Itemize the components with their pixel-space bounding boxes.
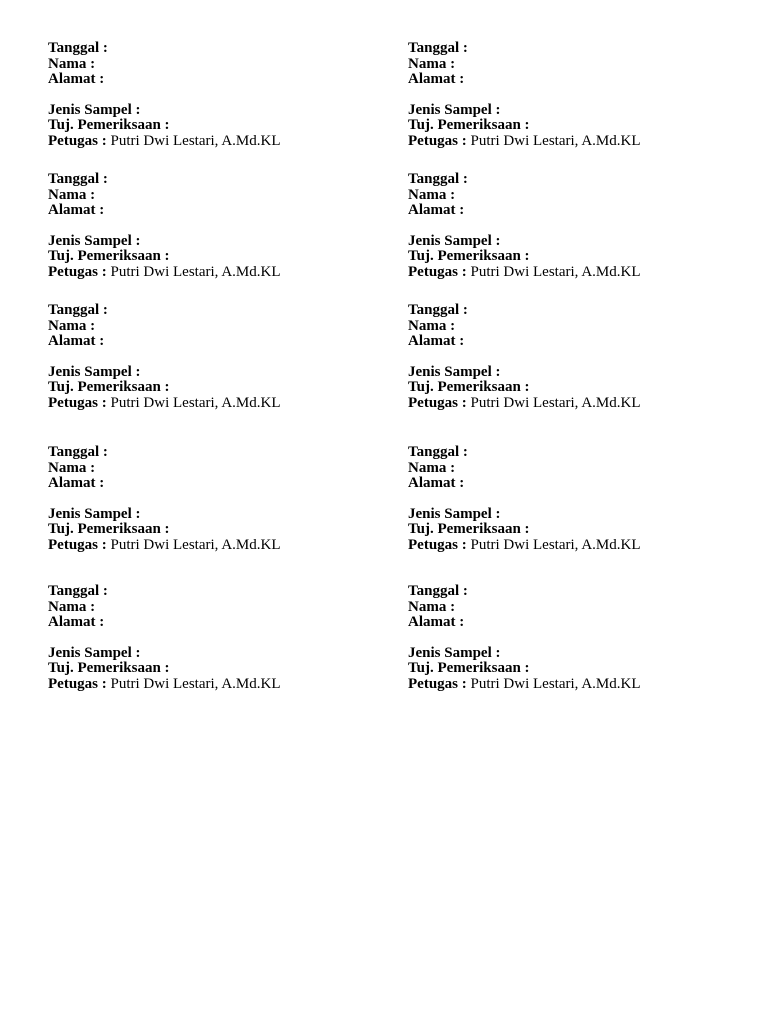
nama-label: Nama : [48, 598, 96, 615]
sample-label-card [408, 584, 738, 692]
tanggal-row [48, 172, 378, 188]
petugas-value: Putri Dwi Lestari, A.Md.KL [470, 536, 641, 553]
tanggal-label: Tanggal : [408, 444, 468, 460]
jenis-sampel-row [48, 365, 378, 381]
tuj-pemeriksaan-row [408, 118, 738, 134]
jenis-sampel-label: Jenis Sampel : [48, 363, 141, 380]
sample-label-card [48, 445, 378, 553]
nama-row [408, 461, 738, 477]
tanggal-row [408, 445, 738, 461]
tanggal-row [48, 445, 378, 461]
tuj-pemeriksaan-row [48, 522, 378, 538]
petugas-label: Petugas : [408, 394, 467, 411]
tuj-pemeriksaan-label: Tuj. Pemeriksaan : [408, 117, 530, 133]
petugas-value: Putri Dwi Lestari, A.Md.KL [470, 675, 641, 692]
jenis-sampel-label: Jenis Sampel : [48, 232, 141, 249]
alamat-row [408, 615, 738, 631]
jenis-sampel-label: Jenis Sampel : [408, 644, 501, 661]
tuj-pemeriksaan-row [408, 380, 738, 396]
jenis-sampel-row [408, 507, 738, 523]
tuj-pemeriksaan-label: Tuj. Pemeriksaan : [48, 521, 170, 537]
alamat-label: Alamat : [408, 475, 465, 491]
tuj-pemeriksaan-label: Tuj. Pemeriksaan : [48, 248, 170, 264]
tanggal-row [408, 41, 738, 57]
tuj-pemeriksaan-row [408, 522, 738, 538]
jenis-sampel-label: Jenis Sampel : [48, 505, 141, 522]
tuj-pemeriksaan-row [48, 380, 378, 396]
alamat-row [408, 476, 738, 492]
alamat-label: Alamat : [48, 333, 105, 349]
nama-row [48, 319, 378, 335]
jenis-sampel-row [408, 103, 738, 119]
petugas-label: Petugas : [48, 394, 107, 411]
jenis-sampel-row [408, 365, 738, 381]
tanggal-label: Tanggal : [408, 583, 468, 599]
jenis-sampel-row [48, 646, 378, 662]
jenis-sampel-label: Jenis Sampel : [408, 363, 501, 380]
jenis-sampel-label: Jenis Sampel : [48, 101, 141, 118]
tuj-pemeriksaan-label: Tuj. Pemeriksaan : [408, 379, 530, 395]
sample-label-card [408, 41, 738, 149]
tuj-pemeriksaan-row [48, 118, 378, 134]
petugas-label: Petugas : [408, 536, 467, 553]
jenis-sampel-row [48, 507, 378, 523]
alamat-row [48, 334, 378, 350]
petugas-row [48, 265, 378, 281]
tanggal-row [408, 172, 738, 188]
nama-row [408, 319, 738, 335]
sample-label-card [408, 445, 738, 553]
petugas-value: Putri Dwi Lestari, A.Md.KL [110, 675, 281, 692]
nama-row [48, 600, 378, 616]
nama-label: Nama : [48, 459, 96, 476]
alamat-row [48, 203, 378, 219]
nama-label: Nama : [408, 55, 456, 72]
alamat-label: Alamat : [408, 333, 465, 349]
petugas-label: Petugas : [48, 536, 107, 553]
jenis-sampel-label: Jenis Sampel : [408, 232, 501, 249]
tanggal-label: Tanggal : [48, 583, 108, 599]
alamat-row [48, 476, 378, 492]
tuj-pemeriksaan-row [408, 249, 738, 265]
tanggal-label: Tanggal : [48, 171, 108, 187]
tanggal-label: Tanggal : [48, 302, 108, 318]
petugas-label: Petugas : [408, 132, 467, 149]
tuj-pemeriksaan-label: Tuj. Pemeriksaan : [408, 521, 530, 537]
petugas-value: Putri Dwi Lestari, A.Md.KL [110, 132, 281, 149]
sample-label-card [408, 303, 738, 411]
tanggal-row [48, 584, 378, 600]
alamat-label: Alamat : [48, 71, 105, 87]
jenis-sampel-row [48, 234, 378, 250]
petugas-label: Petugas : [408, 675, 467, 692]
tuj-pemeriksaan-row [408, 661, 738, 677]
alamat-row [408, 72, 738, 88]
petugas-label: Petugas : [48, 263, 107, 280]
tuj-pemeriksaan-label: Tuj. Pemeriksaan : [48, 117, 170, 133]
sample-label-card [48, 303, 378, 411]
petugas-row [408, 677, 738, 693]
petugas-value: Putri Dwi Lestari, A.Md.KL [110, 536, 281, 553]
sample-label-card [48, 41, 378, 149]
jenis-sampel-row [48, 103, 378, 119]
alamat-row [48, 72, 378, 88]
petugas-row [48, 677, 378, 693]
nama-label: Nama : [48, 55, 96, 72]
tanggal-label: Tanggal : [408, 302, 468, 318]
jenis-sampel-label: Jenis Sampel : [408, 505, 501, 522]
tanggal-label: Tanggal : [48, 444, 108, 460]
tanggal-label: Tanggal : [48, 40, 108, 56]
tuj-pemeriksaan-row [48, 249, 378, 265]
nama-label: Nama : [408, 317, 456, 334]
petugas-row [408, 396, 738, 412]
petugas-value: Putri Dwi Lestari, A.Md.KL [110, 263, 281, 280]
jenis-sampel-row [408, 646, 738, 662]
jenis-sampel-label: Jenis Sampel : [48, 644, 141, 661]
jenis-sampel-label: Jenis Sampel : [408, 101, 501, 118]
tuj-pemeriksaan-row [48, 661, 378, 677]
nama-label: Nama : [408, 598, 456, 615]
petugas-value: Putri Dwi Lestari, A.Md.KL [110, 394, 281, 411]
sample-label-card [48, 584, 378, 692]
alamat-row [408, 334, 738, 350]
nama-label: Nama : [408, 186, 456, 203]
alamat-row [408, 203, 738, 219]
sample-label-card [48, 172, 378, 280]
tuj-pemeriksaan-label: Tuj. Pemeriksaan : [408, 248, 530, 264]
petugas-value: Putri Dwi Lestari, A.Md.KL [470, 394, 641, 411]
nama-row [48, 188, 378, 204]
nama-label: Nama : [408, 459, 456, 476]
tanggal-row [408, 584, 738, 600]
tuj-pemeriksaan-label: Tuj. Pemeriksaan : [408, 660, 530, 676]
nama-row [408, 600, 738, 616]
tanggal-row [48, 41, 378, 57]
nama-row [408, 188, 738, 204]
petugas-label: Petugas : [408, 263, 467, 280]
petugas-row [408, 265, 738, 281]
petugas-row [48, 538, 378, 554]
jenis-sampel-row [408, 234, 738, 250]
alamat-label: Alamat : [48, 475, 105, 491]
alamat-label: Alamat : [408, 202, 465, 218]
nama-label: Nama : [48, 317, 96, 334]
tanggal-row [48, 303, 378, 319]
alamat-label: Alamat : [408, 614, 465, 630]
petugas-value: Putri Dwi Lestari, A.Md.KL [470, 263, 641, 280]
petugas-row [408, 134, 738, 150]
tanggal-row [408, 303, 738, 319]
tanggal-label: Tanggal : [408, 40, 468, 56]
nama-row [408, 57, 738, 73]
sample-label-card [408, 172, 738, 280]
tuj-pemeriksaan-label: Tuj. Pemeriksaan : [48, 379, 170, 395]
nama-row [48, 461, 378, 477]
tuj-pemeriksaan-label: Tuj. Pemeriksaan : [48, 660, 170, 676]
alamat-label: Alamat : [48, 202, 105, 218]
petugas-value: Putri Dwi Lestari, A.Md.KL [470, 132, 641, 149]
petugas-row [48, 396, 378, 412]
nama-row [48, 57, 378, 73]
nama-label: Nama : [48, 186, 96, 203]
petugas-label: Petugas : [48, 132, 107, 149]
tanggal-label: Tanggal : [408, 171, 468, 187]
alamat-row [48, 615, 378, 631]
petugas-label: Petugas : [48, 675, 107, 692]
alamat-label: Alamat : [408, 71, 465, 87]
petugas-row [48, 134, 378, 150]
alamat-label: Alamat : [48, 614, 105, 630]
petugas-row [408, 538, 738, 554]
